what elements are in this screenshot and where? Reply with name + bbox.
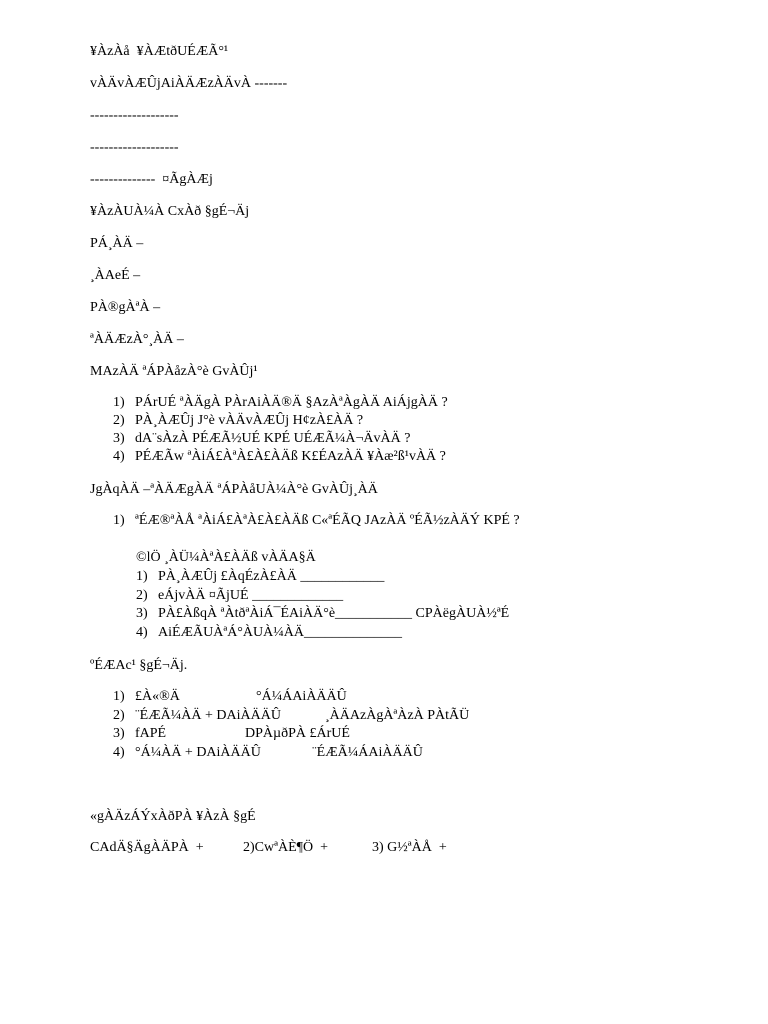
- antonym-item: CAdÄ§ÄgÀÄPÀ +: [90, 840, 204, 855]
- doc-subtitle: vÀÄvÀÆÛjAiÀÄÆzÀÄvÀ -------: [90, 76, 288, 91]
- match-row: 3) fAPÉ: [113, 726, 167, 741]
- match-row: 1) £À«®Ä: [113, 689, 180, 704]
- match-right: DPÀµðPÀ £ÁrUÉ: [245, 726, 350, 741]
- section1-question: 2) PÀ¸ÀÆÛj J°è vÀÄvÀÆÛj H¢zÀ£ÀÄ ?: [113, 413, 364, 428]
- intro-item: PÁ¸ÀÄ –: [90, 236, 144, 251]
- match-right: °Á¼ÁAiÀÄÄÛ: [256, 689, 347, 704]
- antonym-item: 3) G½ªÀÅ +: [372, 840, 447, 855]
- fill-item: 3) PÀ£ÀßqÀ ªÀtðªÀiÁ¯ÉAiÀÄ°è___________ CPÀëgÀUÀ½ªÉ: [136, 606, 510, 621]
- fill-heading: ©lÖ ¸ÀÜ¼ÀªÀ£ÀÄß vÀÄA§Ä: [136, 550, 316, 565]
- section1-question: 4) PÉÆÃw ªÀiÁ£ÀªÀ£À£ÀÄß K£ÉAzÀÄ ¥Àæ²ß¹vÀÄ ?: [113, 449, 446, 464]
- intro-item: ¸ÀAeÉ –: [90, 268, 141, 283]
- section4-heading: «gÀÄzÁÝxÀðPÀ ¥ÀzÀ §gÉ: [90, 809, 256, 824]
- intro-heading: ¥ÀzÀUÀ¼À CxÀð §gÉ¬Äj: [90, 204, 250, 219]
- section1-question: 3) dA¨sÀzÀ PÉÆÃ½UÉ KPÉ UÉÆÃ¼À¬ÄvÀÄ ?: [113, 431, 411, 446]
- section2-question: 1) ªÉÆ®ªÀÅ ªÀiÁ£ÀªÀ£À£ÀÄß C«ªÉÃQ JAzÀÄ ºÉÃ½zÀÄÝ KPÉ ?: [113, 513, 520, 528]
- doc-title: ¥ÀzÀå ¥ÀÆtðUÉÆÃ°¹: [90, 44, 229, 59]
- dash-line-1: -------------------: [90, 108, 179, 123]
- intro-item: ªÀÄÆzÀ°¸ÀÄ –: [90, 332, 184, 347]
- section1-question: 1) PÁrUÉ ªÀÄgÀ PÀrAiÀÄ®Ä §AzÀªÀgÀÄ AiÁjgÀÄ ?: [113, 395, 448, 410]
- section3-heading: ºÉÆAc¹ §gÉ¬Äj.: [90, 658, 188, 673]
- fill-item: 1) PÀ¸ÀÆÛj £ÀqÉzÀ£ÀÄ ____________: [136, 569, 385, 584]
- fill-item: 2) eÁjvÀÄ ¤ÃjUÉ _____________: [136, 588, 344, 603]
- match-row: 4) °Á¼ÀÄ + DAiÀÄÄÛ: [113, 745, 261, 760]
- fill-item: 4) AiÉÆÃUÀªÁ°ÀUÀ¼ÀÄ______________: [136, 625, 402, 640]
- intro-item: PÀ®gÀªÀ –: [90, 300, 161, 315]
- match-right: ¨ÉÆÃ¼ÁAiÀÄÄÛ: [312, 745, 423, 760]
- section1-heading: MAzÀÄ ªÁPÀåzÀ°è GvÀÛj¹: [90, 364, 258, 379]
- dash-line-3: -------------- ¤ÃgÀÆj: [90, 172, 213, 187]
- dash-line-2: -------------------: [90, 140, 179, 155]
- section2-heading: JgÀqÀÄ –ªÀÄÆgÀÄ ªÁPÀåUÀ¼À°è GvÀÛj¸ÀÄ: [90, 482, 378, 497]
- match-right: ¸ÀÄAzÀgÀªÀzÀ PÀtÃÜ: [325, 708, 470, 723]
- antonym-item: 2)CwªÀÈ¶Ö +: [243, 840, 328, 855]
- match-row: 2) ¨ÉÆÃ¼ÀÄ + DAiÀÄÄÛ: [113, 708, 281, 723]
